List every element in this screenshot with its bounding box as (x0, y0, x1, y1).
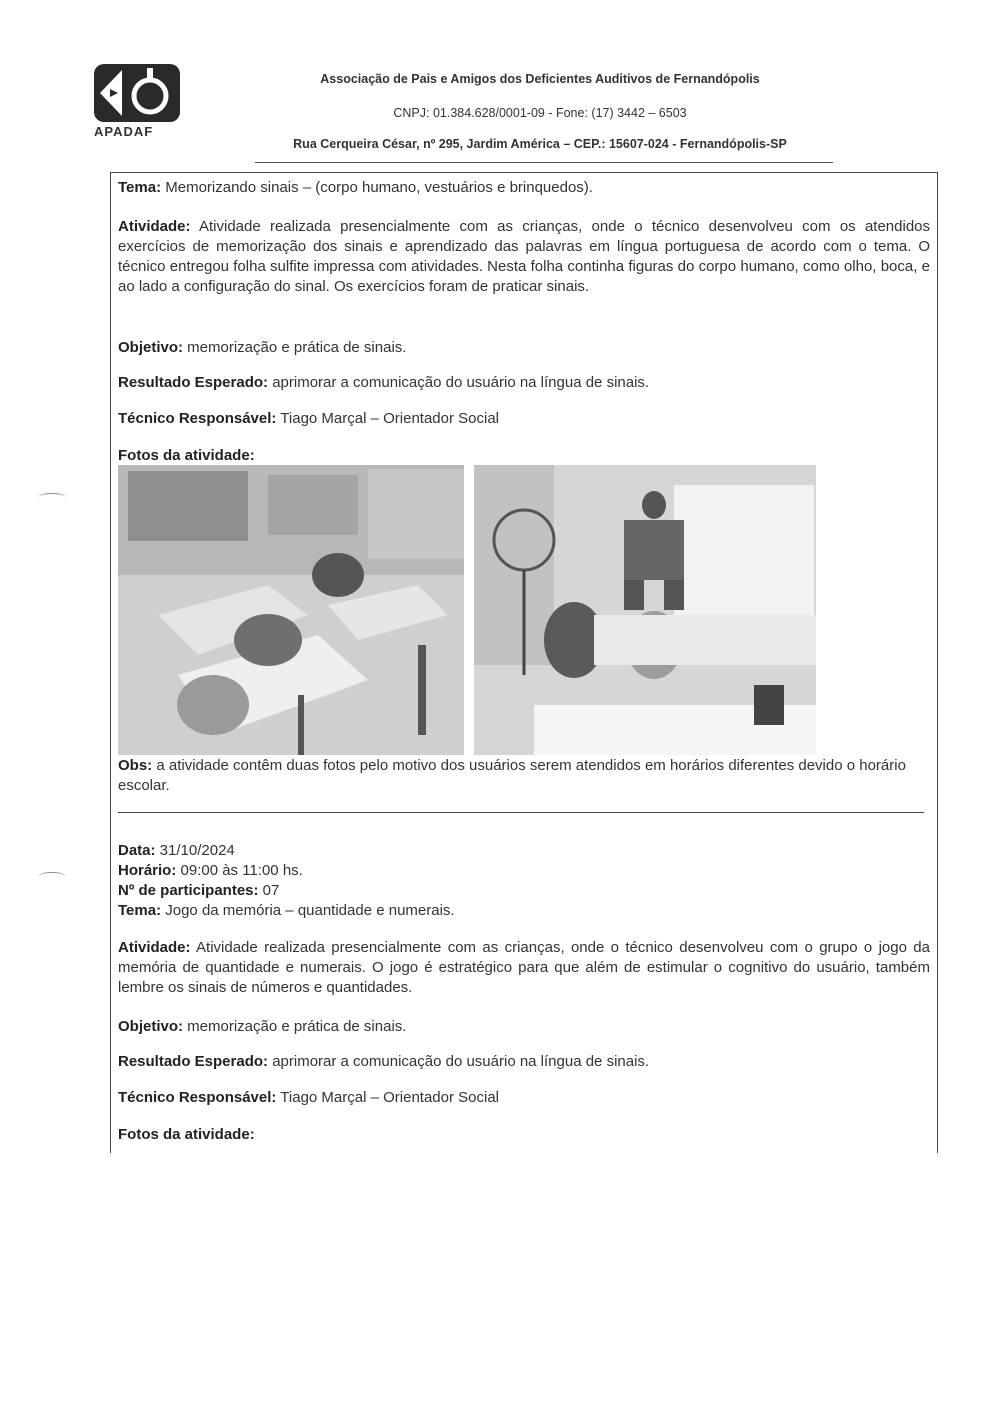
section-2-tecnico (118, 1088, 930, 1108)
section-2-objetivo (118, 1017, 930, 1037)
tema-value: Memorizando sinais – (corpo humano, vestuários e brinquedos). (161, 179, 593, 196)
section-2-fotos (118, 1125, 930, 1145)
resultado-label: Resultado Esperado: (118, 374, 269, 391)
margin-mark (38, 872, 66, 881)
section-2-meta (118, 841, 930, 921)
org-name: Associação de Pais e Amigos dos Deficientes Auditivos de Fernandópolis (320, 72, 760, 86)
horario-value: 09:00 às 11:00 hs. (176, 862, 303, 879)
horario-label: Horário: (118, 862, 177, 879)
activity-photos (118, 465, 818, 755)
participantes-value: 07 (258, 882, 280, 899)
org-address: Rua Cerqueira César, nº 295, Jardim América – CEP.: 15607-024 - Fernandópolis-SP (293, 137, 787, 151)
section-1-obs (118, 756, 930, 796)
resultado-label: Resultado Esperado: (118, 1053, 269, 1070)
participantes-label: Nº de participantes: (118, 882, 259, 899)
section-1-tecnico (118, 409, 930, 429)
apadaf-logo (92, 62, 182, 140)
header-rule (255, 162, 833, 163)
atividade-value: Atividade realizada presencialmente com as crianças, onde o técnico desenvolveu com o grupo o jogo da memória de quantidade e numerais. O jogo é estratégico para que além de estimular o cognitivo do usuário, também lembre os sinais de números e quantidades. (118, 939, 930, 996)
section-1-fotos (118, 446, 930, 466)
atividade-label: Atividade: (118, 218, 191, 235)
fotos-label: Fotos da atividade: (118, 1126, 255, 1143)
tema-label: Tema: (118, 902, 162, 919)
objetivo-value: memorização e prática de sinais. (183, 1018, 407, 1035)
resultado-value: aprimorar a comunicação do usuário na língua de sinais. (268, 1053, 650, 1070)
margin-mark (38, 493, 66, 502)
obs-label: Obs: (118, 757, 153, 774)
fotos-label: Fotos da atividade: (118, 447, 255, 464)
atividade-value: Atividade realizada presencialmente com as crianças, onde o técnico desenvolveu com os atendidos exercícios de memorização dos sinais e aprendizado das palavras em língua portuguesa de acordo com o tema. O técnico entregou folha sulfite impressa com atividades. Nesta folha continha figuras do corpo humano, como olho, boca, e ao lado a configuração do sinal. Os exercícios foram de praticar sinais. (118, 218, 930, 295)
objetivo-label: Objetivo: (118, 1018, 184, 1035)
section-2-atividade (118, 938, 930, 998)
objetivo-value: memorização e prática de sinais. (183, 339, 407, 356)
tema-label: Tema: (118, 179, 162, 196)
section-1-tema (118, 178, 930, 198)
tecnico-label: Técnico Responsável: (118, 1089, 277, 1106)
org-contact: CNPJ: 01.384.628/0001-09 - Fone: (17) 3442 – 6503 (393, 106, 687, 120)
tecnico-value: Tiago Marçal – Orientador Social (276, 1089, 499, 1106)
tecnico-label: Técnico Responsável: (118, 410, 277, 427)
data-value: 31/10/2024 (155, 842, 235, 859)
atividade-label: Atividade: (118, 939, 191, 956)
data-label: Data: (118, 842, 156, 859)
resultado-value: aprimorar a comunicação do usuário na língua de sinais. (268, 374, 650, 391)
section-divider (118, 812, 924, 813)
tecnico-value: Tiago Marçal – Orientador Social (276, 410, 499, 427)
section-2-resultado (118, 1052, 930, 1072)
obs-value: a atividade contêm duas fotos pelo motivo dos usuários serem atendidos em horários diferentes devido o horário escolar. (118, 757, 906, 794)
section-1-resultado (118, 373, 930, 393)
classroom-photo-2 (474, 465, 816, 755)
section-1-atividade (118, 217, 930, 297)
classroom-photo-1 (118, 465, 464, 755)
tema-value: Jogo da memória – quantidade e numerais. (161, 902, 455, 919)
objetivo-label: Objetivo: (118, 339, 184, 356)
logo-text: APADAF (94, 124, 154, 139)
section-1-objetivo (118, 338, 930, 358)
